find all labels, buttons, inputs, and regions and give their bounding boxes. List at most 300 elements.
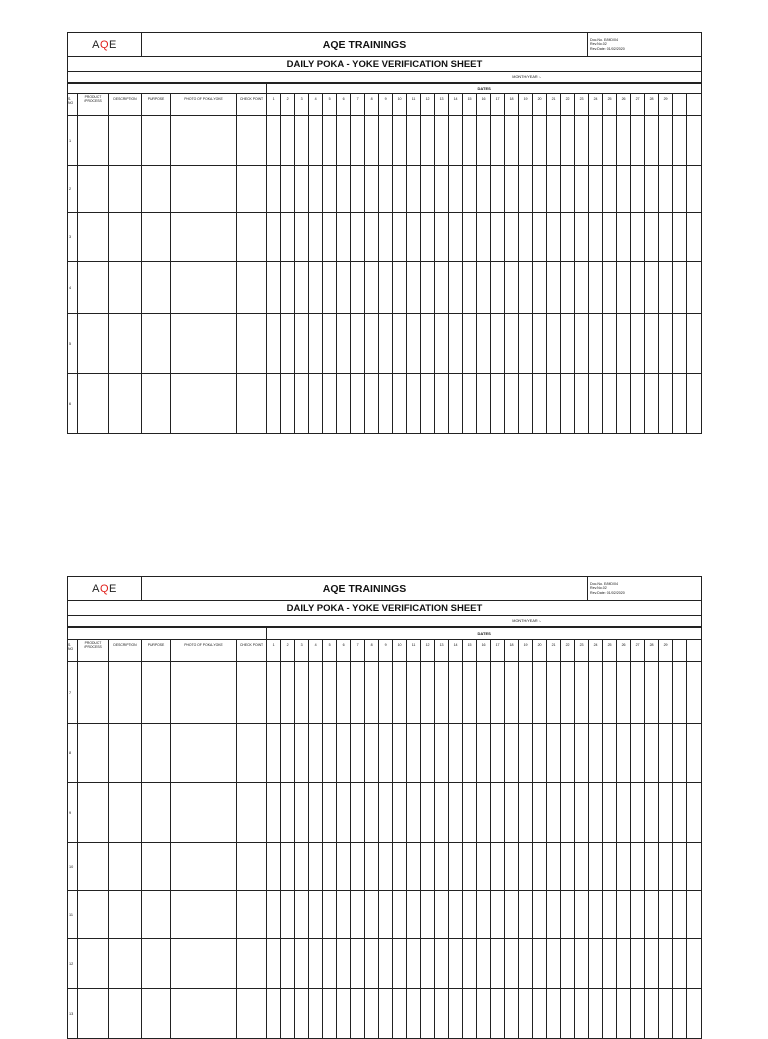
check-point-cell[interactable]	[237, 213, 267, 262]
day-check-cell[interactable]	[547, 662, 561, 724]
day-check-cell[interactable]	[617, 314, 631, 374]
day-check-cell[interactable]	[309, 662, 323, 724]
day-check-cell[interactable]	[323, 374, 337, 434]
day-check-cell[interactable]	[603, 843, 617, 891]
day-check-cell[interactable]	[435, 213, 449, 262]
day-check-cell[interactable]	[421, 166, 435, 213]
product-cell[interactable]	[78, 662, 109, 724]
day-check-cell[interactable]	[603, 116, 617, 166]
day-check-cell[interactable]	[631, 724, 645, 783]
day-check-cell[interactable]	[351, 213, 365, 262]
product-cell[interactable]	[78, 374, 109, 434]
product-cell[interactable]	[78, 891, 109, 939]
day-check-cell[interactable]	[617, 213, 631, 262]
day-check-cell[interactable]	[337, 166, 351, 213]
day-check-cell[interactable]	[603, 939, 617, 989]
day-check-cell[interactable]	[575, 783, 589, 843]
day-check-cell[interactable]	[687, 166, 702, 213]
day-check-cell[interactable]	[673, 213, 687, 262]
day-check-cell[interactable]	[393, 166, 407, 213]
day-check-cell[interactable]	[603, 891, 617, 939]
day-check-cell[interactable]	[589, 662, 603, 724]
day-check-cell[interactable]	[589, 843, 603, 891]
day-check-cell[interactable]	[659, 891, 673, 939]
day-check-cell[interactable]	[659, 843, 673, 891]
day-check-cell[interactable]	[561, 939, 575, 989]
day-check-cell[interactable]	[421, 843, 435, 891]
day-check-cell[interactable]	[449, 662, 463, 724]
day-check-cell[interactable]	[631, 166, 645, 213]
day-check-cell[interactable]	[379, 724, 393, 783]
purpose-cell[interactable]	[142, 724, 171, 783]
day-check-cell[interactable]	[645, 166, 659, 213]
day-check-cell[interactable]	[505, 262, 519, 314]
day-check-cell[interactable]	[365, 783, 379, 843]
day-check-cell[interactable]	[533, 262, 547, 314]
day-check-cell[interactable]	[449, 843, 463, 891]
day-check-cell[interactable]	[547, 891, 561, 939]
day-check-cell[interactable]	[673, 989, 687, 1039]
day-check-cell[interactable]	[631, 783, 645, 843]
day-check-cell[interactable]	[365, 662, 379, 724]
day-check-cell[interactable]	[407, 662, 421, 724]
day-check-cell[interactable]	[449, 374, 463, 434]
day-check-cell[interactable]	[449, 166, 463, 213]
description-cell[interactable]	[109, 939, 142, 989]
day-check-cell[interactable]	[281, 662, 295, 724]
day-check-cell[interactable]	[561, 314, 575, 374]
day-check-cell[interactable]	[477, 989, 491, 1039]
day-check-cell[interactable]	[267, 116, 281, 166]
day-check-cell[interactable]	[337, 843, 351, 891]
day-check-cell[interactable]	[673, 662, 687, 724]
day-check-cell[interactable]	[687, 783, 702, 843]
day-check-cell[interactable]	[617, 724, 631, 783]
day-check-cell[interactable]	[617, 166, 631, 213]
day-check-cell[interactable]	[463, 891, 477, 939]
day-check-cell[interactable]	[631, 213, 645, 262]
day-check-cell[interactable]	[617, 783, 631, 843]
day-check-cell[interactable]	[407, 843, 421, 891]
day-check-cell[interactable]	[617, 374, 631, 434]
day-check-cell[interactable]	[589, 724, 603, 783]
photo-cell[interactable]	[171, 262, 237, 314]
day-check-cell[interactable]	[491, 166, 505, 213]
day-check-cell[interactable]	[365, 213, 379, 262]
purpose-cell[interactable]	[142, 213, 171, 262]
check-point-cell[interactable]	[237, 989, 267, 1039]
day-check-cell[interactable]	[407, 783, 421, 843]
day-check-cell[interactable]	[365, 891, 379, 939]
day-check-cell[interactable]	[281, 314, 295, 374]
day-check-cell[interactable]	[281, 939, 295, 989]
day-check-cell[interactable]	[323, 116, 337, 166]
day-check-cell[interactable]	[519, 891, 533, 939]
day-check-cell[interactable]	[673, 783, 687, 843]
day-check-cell[interactable]	[477, 314, 491, 374]
day-check-cell[interactable]	[435, 662, 449, 724]
day-check-cell[interactable]	[323, 262, 337, 314]
day-check-cell[interactable]	[617, 116, 631, 166]
day-check-cell[interactable]	[645, 213, 659, 262]
day-check-cell[interactable]	[435, 891, 449, 939]
day-check-cell[interactable]	[281, 989, 295, 1039]
day-check-cell[interactable]	[267, 724, 281, 783]
day-check-cell[interactable]	[463, 783, 477, 843]
day-check-cell[interactable]	[533, 939, 547, 989]
day-check-cell[interactable]	[561, 116, 575, 166]
day-check-cell[interactable]	[575, 213, 589, 262]
day-check-cell[interactable]	[477, 374, 491, 434]
day-check-cell[interactable]	[379, 662, 393, 724]
day-check-cell[interactable]	[659, 314, 673, 374]
day-check-cell[interactable]	[687, 939, 702, 989]
day-check-cell[interactable]	[687, 213, 702, 262]
day-check-cell[interactable]	[575, 843, 589, 891]
day-check-cell[interactable]	[267, 166, 281, 213]
day-check-cell[interactable]	[379, 314, 393, 374]
day-check-cell[interactable]	[267, 989, 281, 1039]
day-check-cell[interactable]	[561, 891, 575, 939]
day-check-cell[interactable]	[673, 891, 687, 939]
check-point-cell[interactable]	[237, 783, 267, 843]
day-check-cell[interactable]	[645, 314, 659, 374]
day-check-cell[interactable]	[505, 891, 519, 939]
day-check-cell[interactable]	[575, 374, 589, 434]
photo-cell[interactable]	[171, 374, 237, 434]
check-point-cell[interactable]	[237, 374, 267, 434]
day-check-cell[interactable]	[645, 939, 659, 989]
description-cell[interactable]	[109, 783, 142, 843]
day-check-cell[interactable]	[687, 891, 702, 939]
day-check-cell[interactable]	[505, 843, 519, 891]
check-point-cell[interactable]	[237, 262, 267, 314]
day-check-cell[interactable]	[645, 783, 659, 843]
day-check-cell[interactable]	[491, 116, 505, 166]
day-check-cell[interactable]	[309, 314, 323, 374]
product-cell[interactable]	[78, 116, 109, 166]
day-check-cell[interactable]	[323, 989, 337, 1039]
day-check-cell[interactable]	[463, 116, 477, 166]
day-check-cell[interactable]	[421, 891, 435, 939]
day-check-cell[interactable]	[351, 116, 365, 166]
day-check-cell[interactable]	[505, 314, 519, 374]
day-check-cell[interactable]	[281, 166, 295, 213]
day-check-cell[interactable]	[519, 374, 533, 434]
day-check-cell[interactable]	[337, 662, 351, 724]
day-check-cell[interactable]	[687, 374, 702, 434]
day-check-cell[interactable]	[407, 374, 421, 434]
day-check-cell[interactable]	[631, 374, 645, 434]
day-check-cell[interactable]	[519, 724, 533, 783]
photo-cell[interactable]	[171, 783, 237, 843]
day-check-cell[interactable]	[295, 166, 309, 213]
day-check-cell[interactable]	[351, 374, 365, 434]
day-check-cell[interactable]	[267, 314, 281, 374]
day-check-cell[interactable]	[393, 843, 407, 891]
day-check-cell[interactable]	[645, 262, 659, 314]
day-check-cell[interactable]	[547, 166, 561, 213]
day-check-cell[interactable]	[631, 314, 645, 374]
description-cell[interactable]	[109, 989, 142, 1039]
day-check-cell[interactable]	[421, 262, 435, 314]
day-check-cell[interactable]	[491, 989, 505, 1039]
purpose-cell[interactable]	[142, 891, 171, 939]
day-check-cell[interactable]	[589, 166, 603, 213]
day-check-cell[interactable]	[435, 724, 449, 783]
description-cell[interactable]	[109, 116, 142, 166]
day-check-cell[interactable]	[603, 662, 617, 724]
day-check-cell[interactable]	[645, 662, 659, 724]
day-check-cell[interactable]	[589, 262, 603, 314]
description-cell[interactable]	[109, 374, 142, 434]
day-check-cell[interactable]	[449, 314, 463, 374]
day-check-cell[interactable]	[295, 891, 309, 939]
day-check-cell[interactable]	[631, 891, 645, 939]
day-check-cell[interactable]	[267, 262, 281, 314]
day-check-cell[interactable]	[281, 213, 295, 262]
day-check-cell[interactable]	[561, 374, 575, 434]
day-check-cell[interactable]	[575, 262, 589, 314]
day-check-cell[interactable]	[477, 213, 491, 262]
day-check-cell[interactable]	[491, 213, 505, 262]
purpose-cell[interactable]	[142, 939, 171, 989]
day-check-cell[interactable]	[617, 939, 631, 989]
day-check-cell[interactable]	[281, 724, 295, 783]
day-check-cell[interactable]	[379, 116, 393, 166]
day-check-cell[interactable]	[547, 843, 561, 891]
day-check-cell[interactable]	[547, 783, 561, 843]
day-check-cell[interactable]	[673, 166, 687, 213]
day-check-cell[interactable]	[645, 989, 659, 1039]
day-check-cell[interactable]	[393, 116, 407, 166]
product-cell[interactable]	[78, 724, 109, 783]
day-check-cell[interactable]	[589, 213, 603, 262]
day-check-cell[interactable]	[365, 116, 379, 166]
day-check-cell[interactable]	[435, 843, 449, 891]
day-check-cell[interactable]	[575, 116, 589, 166]
day-check-cell[interactable]	[393, 891, 407, 939]
description-cell[interactable]	[109, 262, 142, 314]
day-check-cell[interactable]	[323, 314, 337, 374]
day-check-cell[interactable]	[295, 262, 309, 314]
day-check-cell[interactable]	[547, 262, 561, 314]
day-check-cell[interactable]	[673, 939, 687, 989]
purpose-cell[interactable]	[142, 662, 171, 724]
day-check-cell[interactable]	[281, 116, 295, 166]
day-check-cell[interactable]	[617, 662, 631, 724]
day-check-cell[interactable]	[505, 374, 519, 434]
photo-cell[interactable]	[171, 989, 237, 1039]
day-check-cell[interactable]	[463, 724, 477, 783]
day-check-cell[interactable]	[561, 724, 575, 783]
day-check-cell[interactable]	[519, 939, 533, 989]
day-check-cell[interactable]	[561, 166, 575, 213]
day-check-cell[interactable]	[351, 166, 365, 213]
day-check-cell[interactable]	[533, 374, 547, 434]
day-check-cell[interactable]	[617, 843, 631, 891]
day-check-cell[interactable]	[659, 939, 673, 989]
day-check-cell[interactable]	[295, 783, 309, 843]
day-check-cell[interactable]	[421, 724, 435, 783]
day-check-cell[interactable]	[505, 166, 519, 213]
day-check-cell[interactable]	[365, 724, 379, 783]
day-check-cell[interactable]	[645, 374, 659, 434]
day-check-cell[interactable]	[295, 314, 309, 374]
day-check-cell[interactable]	[659, 213, 673, 262]
day-check-cell[interactable]	[435, 374, 449, 434]
day-check-cell[interactable]	[491, 891, 505, 939]
day-check-cell[interactable]	[365, 989, 379, 1039]
day-check-cell[interactable]	[295, 116, 309, 166]
day-check-cell[interactable]	[533, 724, 547, 783]
day-check-cell[interactable]	[687, 314, 702, 374]
day-check-cell[interactable]	[673, 262, 687, 314]
day-check-cell[interactable]	[365, 166, 379, 213]
day-check-cell[interactable]	[589, 314, 603, 374]
description-cell[interactable]	[109, 314, 142, 374]
day-check-cell[interactable]	[659, 116, 673, 166]
day-check-cell[interactable]	[379, 843, 393, 891]
day-check-cell[interactable]	[477, 891, 491, 939]
day-check-cell[interactable]	[323, 166, 337, 213]
purpose-cell[interactable]	[142, 166, 171, 213]
day-check-cell[interactable]	[463, 989, 477, 1039]
day-check-cell[interactable]	[435, 116, 449, 166]
day-check-cell[interactable]	[603, 262, 617, 314]
day-check-cell[interactable]	[659, 374, 673, 434]
day-check-cell[interactable]	[309, 724, 323, 783]
check-point-cell[interactable]	[237, 724, 267, 783]
day-check-cell[interactable]	[267, 662, 281, 724]
day-check-cell[interactable]	[547, 374, 561, 434]
day-check-cell[interactable]	[673, 724, 687, 783]
check-point-cell[interactable]	[237, 662, 267, 724]
day-check-cell[interactable]	[603, 374, 617, 434]
day-check-cell[interactable]	[407, 213, 421, 262]
day-check-cell[interactable]	[533, 989, 547, 1039]
day-check-cell[interactable]	[519, 314, 533, 374]
day-check-cell[interactable]	[617, 891, 631, 939]
day-check-cell[interactable]	[519, 662, 533, 724]
check-point-cell[interactable]	[237, 314, 267, 374]
day-check-cell[interactable]	[547, 989, 561, 1039]
day-check-cell[interactable]	[659, 662, 673, 724]
check-point-cell[interactable]	[237, 939, 267, 989]
day-check-cell[interactable]	[295, 662, 309, 724]
day-check-cell[interactable]	[505, 989, 519, 1039]
description-cell[interactable]	[109, 213, 142, 262]
day-check-cell[interactable]	[337, 989, 351, 1039]
day-check-cell[interactable]	[449, 939, 463, 989]
day-check-cell[interactable]	[603, 724, 617, 783]
day-check-cell[interactable]	[435, 314, 449, 374]
day-check-cell[interactable]	[365, 843, 379, 891]
day-check-cell[interactable]	[589, 989, 603, 1039]
day-check-cell[interactable]	[673, 314, 687, 374]
day-check-cell[interactable]	[407, 724, 421, 783]
day-check-cell[interactable]	[631, 662, 645, 724]
day-check-cell[interactable]	[491, 843, 505, 891]
day-check-cell[interactable]	[267, 374, 281, 434]
day-check-cell[interactable]	[435, 783, 449, 843]
day-check-cell[interactable]	[519, 166, 533, 213]
product-cell[interactable]	[78, 314, 109, 374]
day-check-cell[interactable]	[393, 989, 407, 1039]
product-cell[interactable]	[78, 843, 109, 891]
day-check-cell[interactable]	[463, 166, 477, 213]
day-check-cell[interactable]	[309, 939, 323, 989]
day-check-cell[interactable]	[505, 783, 519, 843]
day-check-cell[interactable]	[309, 783, 323, 843]
day-check-cell[interactable]	[337, 374, 351, 434]
day-check-cell[interactable]	[589, 374, 603, 434]
day-check-cell[interactable]	[575, 166, 589, 213]
day-check-cell[interactable]	[463, 213, 477, 262]
day-check-cell[interactable]	[617, 989, 631, 1039]
day-check-cell[interactable]	[491, 314, 505, 374]
day-check-cell[interactable]	[519, 116, 533, 166]
product-cell[interactable]	[78, 166, 109, 213]
day-check-cell[interactable]	[309, 989, 323, 1039]
day-check-cell[interactable]	[449, 213, 463, 262]
day-check-cell[interactable]	[603, 314, 617, 374]
day-check-cell[interactable]	[603, 213, 617, 262]
day-check-cell[interactable]	[337, 724, 351, 783]
product-cell[interactable]	[78, 939, 109, 989]
day-check-cell[interactable]	[519, 989, 533, 1039]
day-check-cell[interactable]	[379, 213, 393, 262]
day-check-cell[interactable]	[351, 989, 365, 1039]
day-check-cell[interactable]	[589, 891, 603, 939]
day-check-cell[interactable]	[407, 116, 421, 166]
day-check-cell[interactable]	[365, 374, 379, 434]
day-check-cell[interactable]	[603, 989, 617, 1039]
day-check-cell[interactable]	[519, 783, 533, 843]
day-check-cell[interactable]	[463, 662, 477, 724]
description-cell[interactable]	[109, 724, 142, 783]
day-check-cell[interactable]	[421, 939, 435, 989]
day-check-cell[interactable]	[351, 939, 365, 989]
day-check-cell[interactable]	[533, 116, 547, 166]
day-check-cell[interactable]	[687, 116, 702, 166]
day-check-cell[interactable]	[421, 116, 435, 166]
day-check-cell[interactable]	[295, 374, 309, 434]
day-check-cell[interactable]	[421, 783, 435, 843]
description-cell[interactable]	[109, 843, 142, 891]
day-check-cell[interactable]	[533, 213, 547, 262]
description-cell[interactable]	[109, 166, 142, 213]
day-check-cell[interactable]	[561, 213, 575, 262]
day-check-cell[interactable]	[575, 662, 589, 724]
day-check-cell[interactable]	[309, 213, 323, 262]
day-check-cell[interactable]	[351, 724, 365, 783]
day-check-cell[interactable]	[337, 314, 351, 374]
day-check-cell[interactable]	[323, 939, 337, 989]
day-check-cell[interactable]	[477, 662, 491, 724]
day-check-cell[interactable]	[561, 783, 575, 843]
day-check-cell[interactable]	[491, 783, 505, 843]
day-check-cell[interactable]	[309, 374, 323, 434]
photo-cell[interactable]	[171, 724, 237, 783]
day-check-cell[interactable]	[575, 724, 589, 783]
day-check-cell[interactable]	[267, 843, 281, 891]
day-check-cell[interactable]	[267, 891, 281, 939]
check-point-cell[interactable]	[237, 166, 267, 213]
day-check-cell[interactable]	[393, 724, 407, 783]
day-check-cell[interactable]	[463, 262, 477, 314]
day-check-cell[interactable]	[659, 166, 673, 213]
